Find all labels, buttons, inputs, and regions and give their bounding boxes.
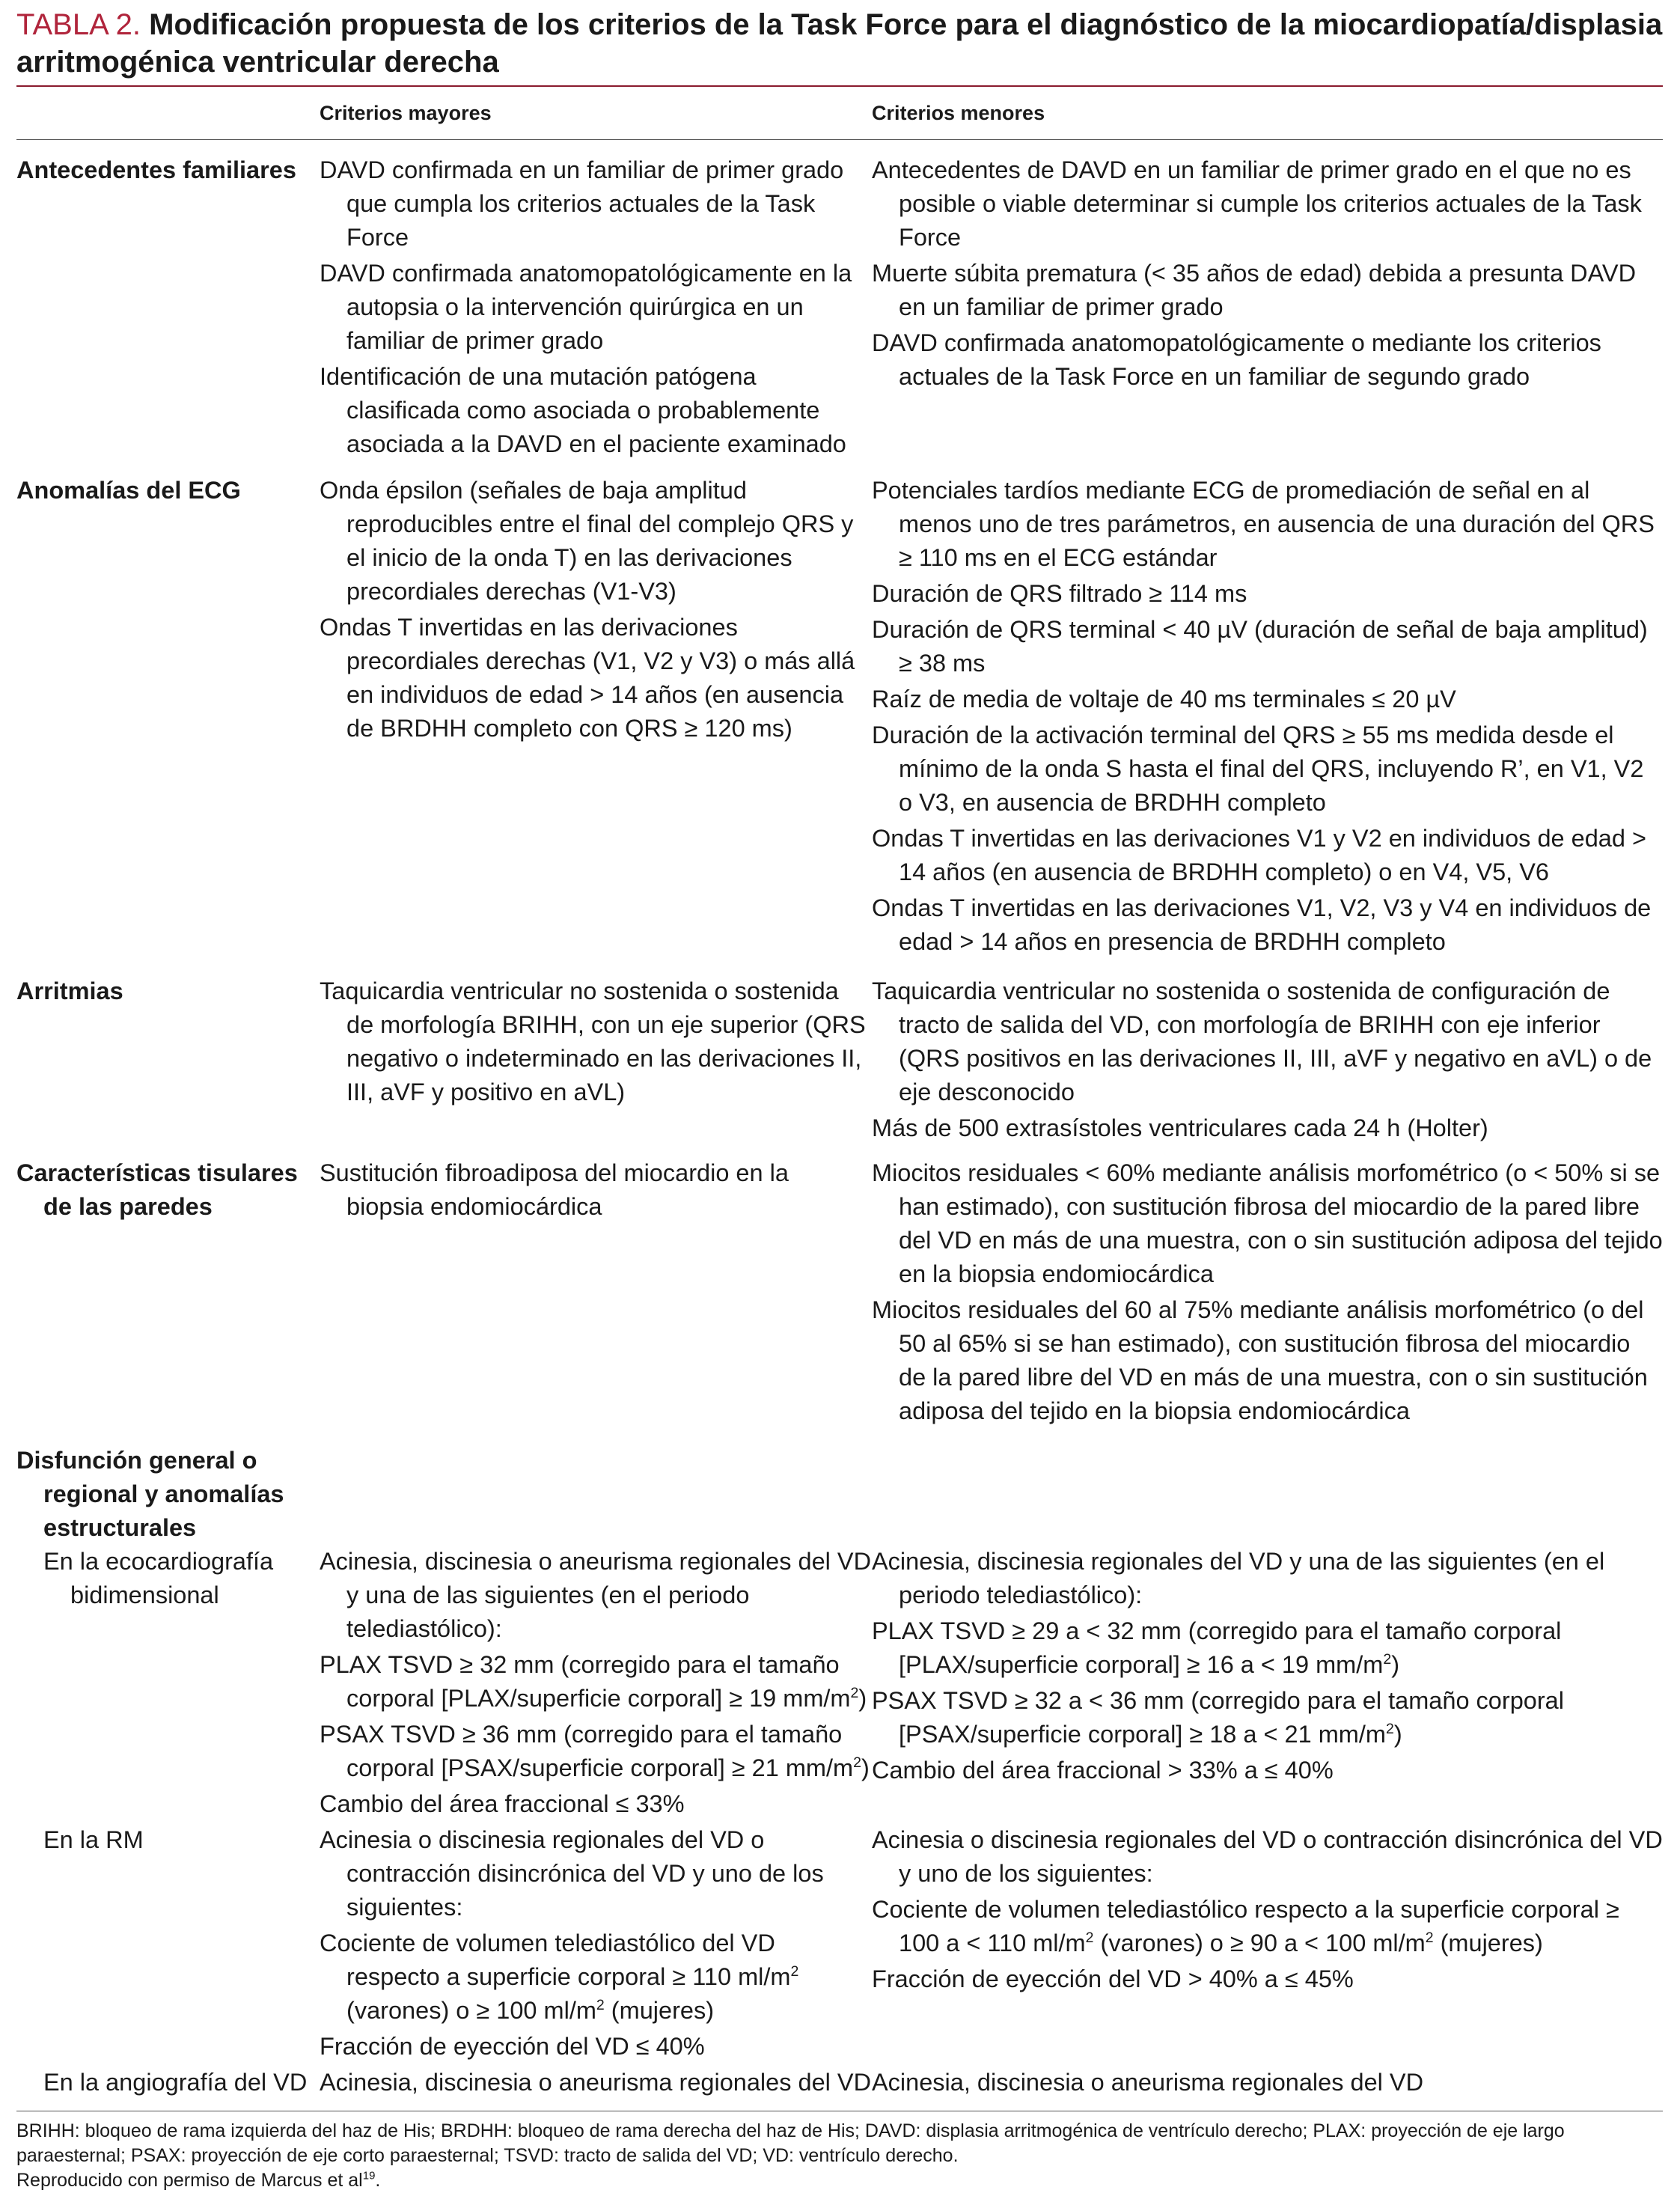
subrow-label [16, 1823, 320, 2066]
criterion: Taquicardia ventricular no sostenida o sostenida de configuración de tracto de salida del VD, con morfología de BRIHH con eje inferior (QRS positivos en las derivaciones II, III, aVF y negativo en aVL) o de eje desconocido [872, 977, 1652, 1105]
criterion: Antecedentes de DAVD en un familiar de primer grado en el que no es posible o viable determinar si cumple los criterios actuales de la Task Force [872, 156, 1642, 251]
criterion: Taquicardia ventricular no sostenida o sostenida de morfología BRIHH, con un eje superior (QRS negativo o indeterminado en las derivaciones II, III, aVF y positivo en aVL) [320, 977, 866, 1105]
table-subrow [16, 2066, 1663, 2102]
criterion: PSAX TSVD ≥ 32 a < 36 mm (corregido para el tamaño corporal [PSAX/superficie corporal] ≥ 18 a < 21 $mm/m^2$) [872, 1687, 1564, 1748]
minor-criteria [872, 1444, 1663, 1545]
criterion: Acinesia, discinesia o aneurisma regionales del VD y una de las siguientes (en el periodo telediastólico): [320, 1548, 872, 1642]
row-label-text: Características tisulares de las paredes [16, 1159, 298, 1220]
criterion: Cociente de volumen telediastólico del VD respecto a superficie corporal ≥ 110 $ml/m^2$ (varones) o ≥ 100 $ml/m^2$ (mujeres) [320, 1930, 799, 2024]
criterion: DAVD confirmada anatomopatológicamente en la autopsia o la intervención quirúrgica en un familiar de primer grado [320, 260, 852, 354]
table-subrow [16, 1823, 1663, 2066]
minor-criteria [872, 1156, 1663, 1430]
minor-criteria [872, 153, 1663, 463]
column-headers [16, 87, 1663, 139]
subrow-label-text: En la RM [43, 1826, 144, 1853]
subrow-label [16, 1545, 320, 1823]
footnote [16, 2119, 1663, 2193]
criterion: Fracción de eyección del VD ≤ 40% [320, 2033, 705, 2060]
table-subrow [16, 1545, 1663, 1823]
major-criteria [320, 2066, 872, 2102]
major-criteria [320, 153, 872, 463]
criterion: Acinesia o discinesia regionales del VD o contracción disincrónica del VD y uno de los siguientes: [872, 1826, 1663, 1887]
criterion: Ondas T invertidas en las derivaciones V1, V2, V3 y V4 en individuos de edad > 14 años en presencia de BRDHH completo [872, 894, 1652, 955]
criterion: Raíz de media de voltaje de 40 ms terminales ≤ 20 µV [872, 686, 1456, 713]
criterion: Ondas T invertidas en las derivaciones precordiales derechas (V1, V2 y V3) o más allá en individuos de edad > 14 años (en ausencia de BRDHH completo con QRS ≥ 120 ms) [320, 614, 855, 742]
row-label [16, 153, 320, 463]
criterion: PSAX TSVD ≥ 36 mm (corregido para el tamaño corporal [PSAX/superficie corporal] ≥ 21 $mm/m^2$) [320, 1721, 870, 1781]
table-row [16, 474, 1663, 961]
minor-criteria [872, 975, 1663, 1147]
table-row [16, 153, 1663, 463]
minor-criteria [872, 474, 1663, 961]
criterion: Identificación de una mutación patógena clasificada como asociada o probablemente asociada a la DAVD en el paciente examinado [320, 363, 846, 457]
criterion: DAVD confirmada en un familiar de primer grado que cumpla los criterios actuales de la Task Force [320, 156, 844, 251]
header-minor: Criterios menores [872, 101, 1045, 124]
subrow-label-text: En la angiografía del VD [43, 2069, 308, 2096]
criterion: Muerte súbita prematura (< 35 años de edad) debida a presunta DAVD en un familiar de primer grado [872, 260, 1637, 320]
table-row [16, 1156, 1663, 1430]
major-criteria [320, 1444, 872, 1545]
minor-criteria [872, 2066, 1663, 2102]
row-label-text: Arritmias [16, 977, 123, 1004]
major-criteria [320, 975, 872, 1147]
criterion: Duración de QRS filtrado ≥ 114 ms [872, 580, 1247, 607]
criterion: Potenciales tardíos mediante ECG de promediación de señal en al menos uno de tres parámetros, en ausencia de una duración del QRS ≥ 110 ms en el ECG estándar [872, 477, 1655, 571]
major-criteria [320, 474, 872, 961]
row-label [16, 975, 320, 1147]
criterion: Duración de QRS terminal < 40 µV (duración de señal de baja amplitud) ≥ 38 ms [872, 616, 1648, 677]
criterion: Más de 500 extrasístoles ventriculares cada 24 h (Holter) [872, 1114, 1488, 1141]
criterion: Acinesia, discinesia o aneurisma regionales del VD [320, 2069, 872, 2096]
criterion: Cambio del área fraccional > 33% a ≤ 40% [872, 1757, 1334, 1784]
criterion: Miocitos residuales del 60 al 75% mediante análisis morfométrico (o del 50 al 65% si se han estimado), con sustitución fibrosa del miocardio de la pared libre del VD en más de una muestra, con o sin sustitución adiposa del tejido en la biopsia endomiocárdica [872, 1296, 1648, 1424]
table-row [16, 1444, 1663, 1545]
criterion: PLAX TSVD ≥ 32 mm (corregido para el tamaño corporal [PLAX/superficie corporal] ≥ 19 $mm/m^2$) [320, 1651, 867, 1712]
criterion: Ondas T invertidas en las derivaciones V1 y V2 en individuos de edad > 14 años (en ausencia de BRDHH completo) o en V4, V5, V6 [872, 825, 1646, 885]
criterion: Acinesia o discinesia regionales del VD o contracción disincrónica del VD y uno de los siguientes: [320, 1826, 824, 1921]
table-row [16, 975, 1663, 1147]
table-body [16, 140, 1663, 2102]
criterion: Miocitos residuales < 60% mediante análisis morfométrico (o < 50% si se han estimado), con sustitución fibrosa del miocardio de la pared libre del VD en más de una muestra, con o sin sustitución adiposa del tejido en la biopsia endomiocárdica [872, 1159, 1663, 1287]
row-label [16, 474, 320, 961]
header-major: Criterios mayores [320, 101, 492, 124]
table-label: TABLA 2. [16, 8, 141, 41]
row-label-text: Disfunción general o regional y anomalías estructurales [16, 1447, 284, 1541]
row-label-text: Antecedentes familiares [16, 156, 296, 183]
minor-criteria [872, 1823, 1663, 2066]
criterion: Cociente de volumen telediastólico respecto a la superficie corporal ≥ 100 a < 110 $ml/m^2$ (varones) o ≥ 90 a < 100 $ml/m^2$ (mujeres) [872, 1896, 1619, 1956]
major-criteria [320, 1823, 872, 2066]
criterion: Onda épsilon (señales de baja amplitud reproducibles entre el final del complejo QRS y el inicio de la onda T) en las derivaciones precordiales derechas (V1-V3) [320, 477, 854, 605]
row-label [16, 1444, 320, 1545]
row-label-text: Anomalías del ECG [16, 477, 241, 504]
criterion: Sustitución fibroadiposa del miocardio en la biopsia endomiocárdica [320, 1159, 789, 1220]
footnote-source: Reproducido con permiso de Marcus et $al^{19}$. [16, 2169, 381, 2191]
criterion: DAVD confirmada anatomopatológicamente o mediante los criterios actuales de la Task Force en un familiar de segundo grado [872, 329, 1601, 390]
subrow-label-text: En la ecocardiografía bidimensional [43, 1548, 274, 1608]
criterion: Fracción de eyección del VD > 40% a ≤ 45% [872, 1965, 1354, 1992]
major-criteria [320, 1545, 872, 1823]
table-title-text: Modificación propuesta de los criterios de la Task Force para el diagnóstico de la miocardiopatía/displasia arritmogénica ventricular derecha [16, 8, 1663, 79]
minor-criteria [872, 1545, 1663, 1823]
table-title [16, 6, 1663, 81]
criterion: Acinesia, discinesia regionales del VD y una de las siguientes (en el periodo telediastólico): [872, 1548, 1605, 1608]
criterion: PLAX TSVD ≥ 29 a < 32 mm (corregido para el tamaño corporal [PLAX/superficie corporal] ≥ 16 a < 19 $mm/m^2$) [872, 1617, 1562, 1678]
criterion: Cambio del área fraccional ≤ 33% [320, 1790, 685, 1817]
major-criteria [320, 1156, 872, 1430]
row-label [16, 1156, 320, 1430]
subrow-label [16, 2066, 320, 2102]
table-page [16, 6, 1663, 2193]
criterion: Acinesia, discinesia o aneurisma regionales del VD [872, 2069, 1424, 2096]
criterion: Duración de la activación terminal del QRS ≥ 55 ms medida desde el mínimo de la onda S hasta el final del QRS, incluyendo R’, en V1, V2 o V3, en ausencia de BRDHH completo [872, 722, 1644, 816]
footnote-abbreviations: BRIHH: bloqueo de rama izquierda del haz de His; BRDHH: bloqueo de rama derecha del haz de His; DAVD: displasia arritmogénica de ventrículo derecho; PLAX: proyección de eje largo paraesternal; PSAX: proyección de eje corto paraesternal; TSVD: tracto de salida del VD; VD: ventrículo derecho. [16, 2120, 1565, 2166]
